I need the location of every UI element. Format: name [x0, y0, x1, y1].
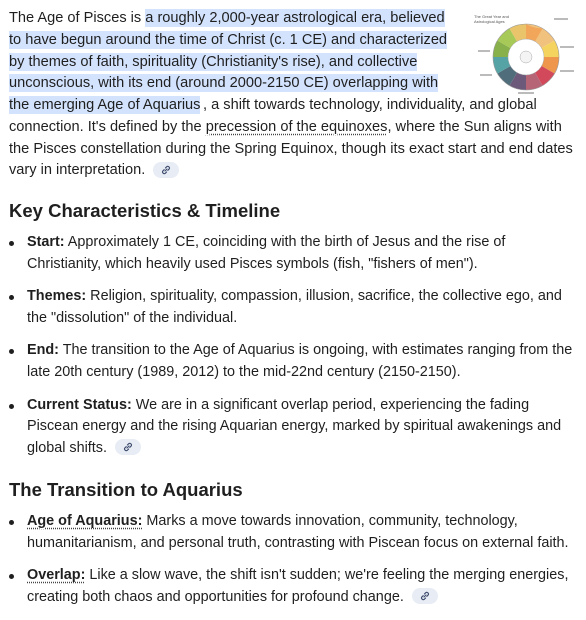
transition-list — [9, 511, 577, 608]
section-heading-key-characteristics: Key Characteristics & Timeline — [9, 200, 281, 221]
item-label-link[interactable]: Age of Aquarius: — [27, 513, 143, 529]
section-heading-transition: The Transition to Aquarius — [9, 479, 243, 500]
item-text: The transition to the Age of Aquarius is ongoing, with estimates ranging from the late 20th century (1989, 2012) to the mid-22nd century (2150-2150). — [27, 342, 573, 380]
list-item-current-status — [9, 395, 577, 460]
zodiac-wheel-thumbnail[interactable] — [468, 10, 578, 96]
item-text: Marks a move towards innovation, community, technology, humanitarianism, and personal truth, contrasting with Piscean focus on external faith. — [27, 513, 569, 551]
key-characteristics-list — [9, 232, 577, 459]
item-label-link[interactable]: Overlap: — [27, 567, 86, 584]
intro-text-end: , where the Sun aligns with the Pisces constellation during the Spring Equinox, though its exact start and end dates vary in interpretation. — [9, 118, 573, 179]
list-item-start — [9, 232, 577, 275]
item-text: Religion, spirituality, compassion, illusion, sacrifice, the collective ego, and the "dissolution" of the individual. — [27, 288, 562, 326]
precession-link[interactable]: precession of the equinoxes — [205, 118, 388, 135]
intro-paragraph-continued — [9, 95, 579, 182]
item-text: Like a slow wave, the shift isn't sudden; we're feeling the merging energies, creating both chaos and opportunities for profound change. — [27, 567, 569, 605]
link-icon — [160, 164, 172, 176]
item-label: Start: — [27, 234, 65, 250]
bullet-icon — [9, 520, 14, 525]
intro-highlighted-text: a roughly 2,000-year astrological era, believed to have begun around the time of Christ (c. 1 CE) and characterized by themes of faith, spirituality (Christianity's rise), and collective unconscious, with its end (around 2000-2150 CE) overlapping with the emerging Age of Aquarius — [9, 10, 448, 114]
list-item-age-of-aquarius — [9, 511, 577, 554]
bullet-icon — [9, 241, 14, 246]
item-text: Approximately 1 CE, coinciding with the birth of Jesus and the rise of Christianity, which heavily used Pisces symbols (fish, "fishers of men"). — [27, 234, 506, 272]
link-icon — [122, 441, 134, 453]
list-item-themes — [9, 286, 577, 329]
item-label: End: — [27, 342, 59, 359]
item-label: Themes: — [27, 288, 87, 305]
thumbnail-title-1: The Great Year and — [474, 14, 509, 19]
bullet-icon — [9, 574, 14, 579]
source-link-chip[interactable] — [412, 588, 438, 604]
bullet-icon — [9, 349, 14, 354]
thumbnail-title-2: Astrological Ages — [474, 19, 505, 24]
item-label: Current Status: — [27, 396, 132, 413]
list-item-end — [9, 340, 577, 383]
zodiac-wheel-image — [468, 10, 578, 96]
list-item-overlap — [9, 565, 577, 608]
item-text: We are in a significant overlap period, experiencing the fading Piscean energy and the rising Aquarian energy, marked by spiritual awakenings and global shifts. — [27, 396, 562, 456]
bullet-icon — [9, 295, 14, 300]
source-link-chip[interactable] — [153, 162, 179, 178]
bullet-icon — [9, 404, 14, 409]
link-icon — [419, 590, 431, 602]
intro-text-mid: , a shift towards technology, individuality, and global connection. It's defined by the — [9, 97, 537, 135]
intro-text-start: The Age of Pisces is — [9, 10, 146, 26]
source-link-chip[interactable] — [115, 439, 141, 455]
